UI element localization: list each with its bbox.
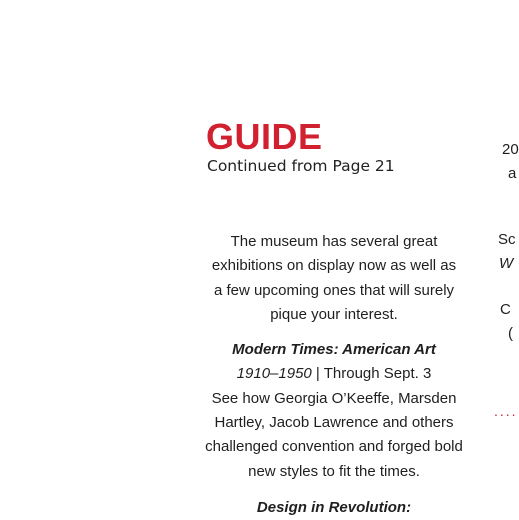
text-fragment: ( (508, 325, 513, 342)
article-column (205, 230, 463, 520)
exhibition-dates: 1910–1950 (236, 365, 312, 383)
description-line: See how Georgia O’Keeffe, Marsden (211, 389, 457, 407)
text-fragment: W (499, 255, 514, 272)
intro-line: pique your interest. (270, 305, 398, 323)
description-line: new styles to fit the times. (248, 462, 420, 480)
text-fragment: Sc (498, 231, 516, 248)
continued-from-note: Continued from Page 21 (207, 157, 395, 175)
dotted-rule: .... (494, 403, 518, 419)
section-title: GUIDE (206, 116, 323, 157)
exhibition-run: Through Sept. 3 (323, 365, 432, 383)
intro-paragraph (205, 230, 463, 327)
exhibition-dates-line (205, 362, 463, 386)
intro-line: The museum has several great (230, 233, 438, 250)
exhibition-description (205, 362, 463, 483)
description-line: Hartley, Jacob Lawrence and others (214, 414, 454, 432)
exhibition-title: Design in Revolution: (256, 498, 412, 516)
description-line: challenged convention and forged bold (205, 438, 463, 456)
intro-line: a few upcoming ones that will surely (213, 281, 455, 299)
separator: | (311, 365, 324, 383)
adjacent-column-fragment (490, 0, 519, 512)
exhibition-title: Modern Times: American Art (232, 341, 436, 359)
intro-line: exhibitions on display now as well as (211, 257, 457, 275)
text-fragment: 20 (502, 141, 519, 158)
text-fragment: a (508, 165, 517, 182)
text-fragment: C (500, 301, 511, 318)
